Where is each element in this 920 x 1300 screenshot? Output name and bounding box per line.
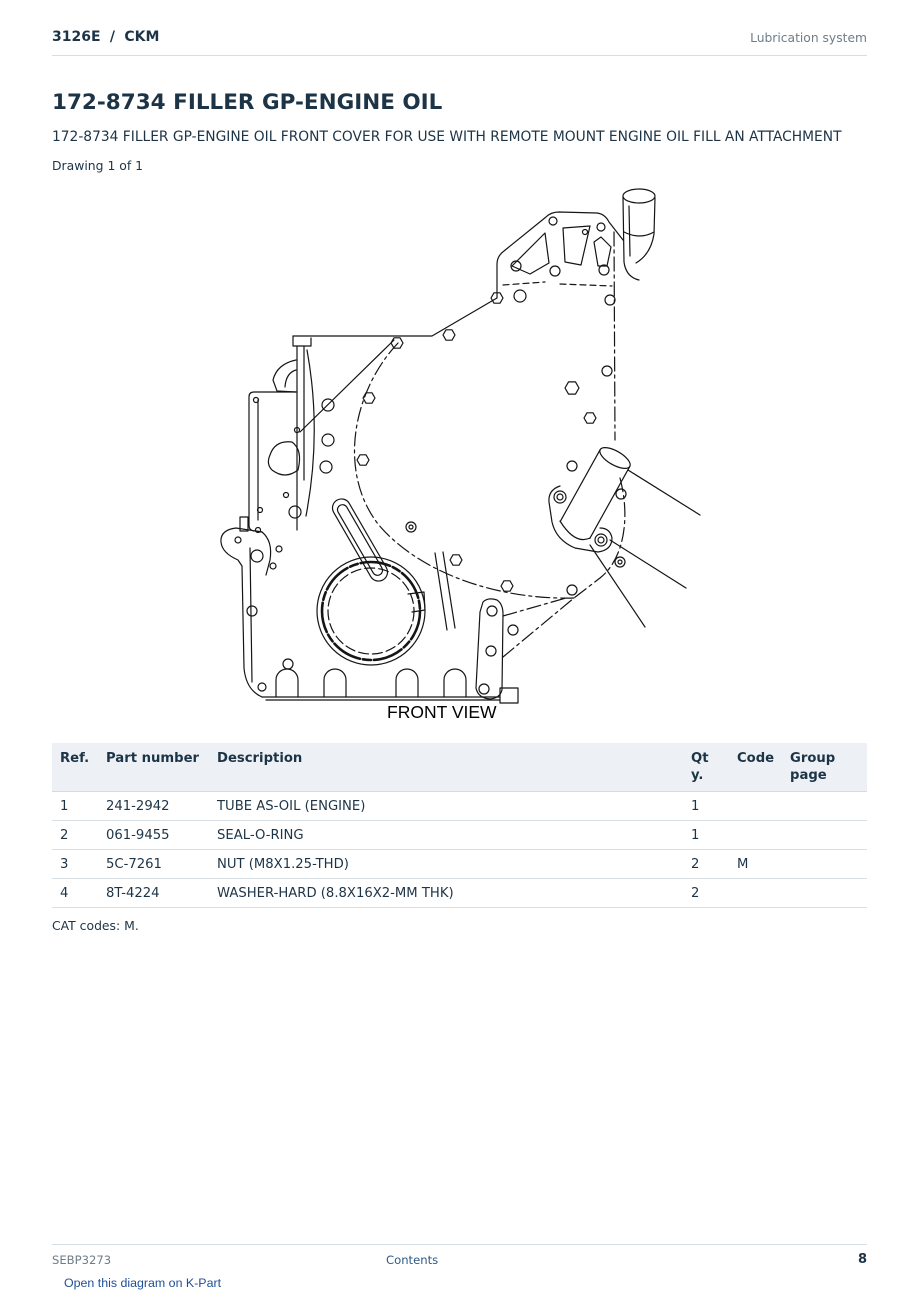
column-header-description: Description [209, 743, 683, 792]
bolt-hole [322, 434, 334, 446]
ref-cell: 2 [52, 821, 98, 850]
bolt-hole [602, 366, 612, 376]
description-cell: TUBE AS-OIL (ENGINE) [209, 792, 683, 821]
gear-housing-phantom-line [355, 343, 625, 657]
part-number-cell: 8T-4224 [98, 879, 209, 908]
bolt-hole [550, 266, 560, 276]
hex-bolt [450, 555, 462, 565]
table-row [52, 879, 867, 908]
ref-cell: 4 [52, 879, 98, 908]
group-page-cell [782, 879, 867, 908]
oil-fill-tube [549, 443, 633, 552]
filler-neck [623, 189, 655, 280]
hex-bolt [391, 338, 403, 348]
group-page-cell [782, 821, 867, 850]
hex-bolt [501, 581, 513, 591]
bolt-hole [616, 489, 626, 499]
hex-bolt [565, 382, 579, 394]
small-hole [284, 493, 289, 498]
code-cell [729, 879, 782, 908]
page-number: 8 [857, 1252, 867, 1267]
cat-codes-note: CAT codes: M. [52, 918, 139, 933]
section-name: Lubrication system [750, 31, 867, 45]
left-lower-bracket [221, 517, 271, 697]
bolt-hole [549, 217, 557, 225]
code-cell: M [729, 850, 782, 879]
table-row [52, 850, 867, 879]
hex-bolt [363, 393, 375, 403]
bolt-hole [251, 550, 263, 562]
bolt-hole [597, 223, 605, 231]
adjustment-slot [329, 496, 391, 585]
lower-edge [262, 669, 500, 700]
ref-cell: 3 [52, 850, 98, 879]
part-number-cell: 5C-7261 [98, 850, 209, 879]
part-number-cell: 061-9455 [98, 821, 209, 850]
qty-cell: 1 [683, 821, 729, 850]
small-hole [583, 230, 588, 235]
group-page-cell [782, 792, 867, 821]
bolt-hole [247, 606, 257, 616]
table-row [52, 821, 867, 850]
column-header-group-page: Group page [782, 743, 867, 792]
description-cell: SEAL-O-RING [209, 821, 683, 850]
column-header-code: Code [729, 743, 782, 792]
column-header-qty [683, 743, 729, 792]
page-title: 172-8734 FILLER GP-ENGINE OIL [52, 90, 443, 115]
table-row [52, 792, 867, 821]
small-hole [276, 546, 282, 552]
bolt-hole [567, 461, 577, 471]
hex-bolt [584, 413, 596, 423]
bolt-hole [567, 585, 577, 595]
code-cell [729, 821, 782, 850]
table-header-row [52, 743, 867, 792]
right-lower-bracket [476, 599, 518, 703]
qty-cell: 1 [683, 792, 729, 821]
bolt-hole [508, 625, 518, 635]
bolt-hole [283, 659, 293, 669]
front-cover-drawing [200, 180, 720, 705]
bolt-hole [320, 461, 332, 473]
drawing-view-label: FRONT VIEW [387, 702, 497, 722]
code-cell [729, 792, 782, 821]
hex-bolt [443, 330, 455, 340]
bolt-hole [486, 646, 496, 656]
bolt-hole [479, 684, 489, 694]
open-in-kpart-link[interactable]: Open this diagram on K-Part [64, 1276, 222, 1290]
cover-outline [249, 232, 615, 532]
small-hole [235, 537, 241, 543]
hex-bolt [357, 455, 369, 465]
contents-link[interactable]: Contents [386, 1253, 439, 1267]
column-header-ref: Ref. [52, 743, 98, 792]
qty-cell: 2 [683, 850, 729, 879]
fastener-holes [235, 217, 626, 694]
ref-cell: 1 [52, 792, 98, 821]
description-cell: WASHER-HARD (8.8X16X2-MM THK) [209, 879, 683, 908]
document-id: SEBP3273 [52, 1253, 112, 1267]
engine-model-label: 3126E / CKM [52, 29, 160, 45]
part-number-cell: 241-2942 [98, 792, 209, 821]
bolt-hole [258, 683, 266, 691]
page-subtitle: 172-8734 FILLER GP-ENGINE OIL FRONT COVER FOR USE WITH REMOTE MOUNT ENGINE OIL FILL AN ATTACHMENT [52, 129, 842, 145]
column-header-part-number: Part number [98, 743, 209, 792]
qty-header-label: Qty. [691, 751, 709, 783]
bolt-hole [487, 606, 497, 616]
bolt-hole [514, 290, 526, 302]
washer-symbols [406, 491, 625, 567]
footer-divider [52, 1244, 867, 1245]
qty-cell: 2 [683, 879, 729, 908]
crankshaft-seal-bore [317, 557, 425, 665]
bolt-hole [289, 506, 301, 518]
header-divider [52, 55, 867, 56]
group-page-cell [782, 850, 867, 879]
leader-line-tube [628, 470, 700, 515]
description-cell: NUT (M8X1.25-THD) [209, 850, 683, 879]
small-hole [270, 563, 276, 569]
drawing-counter: Drawing 1 of 1 [52, 158, 144, 173]
parts-table [52, 743, 867, 908]
bolt-hole [605, 295, 615, 305]
